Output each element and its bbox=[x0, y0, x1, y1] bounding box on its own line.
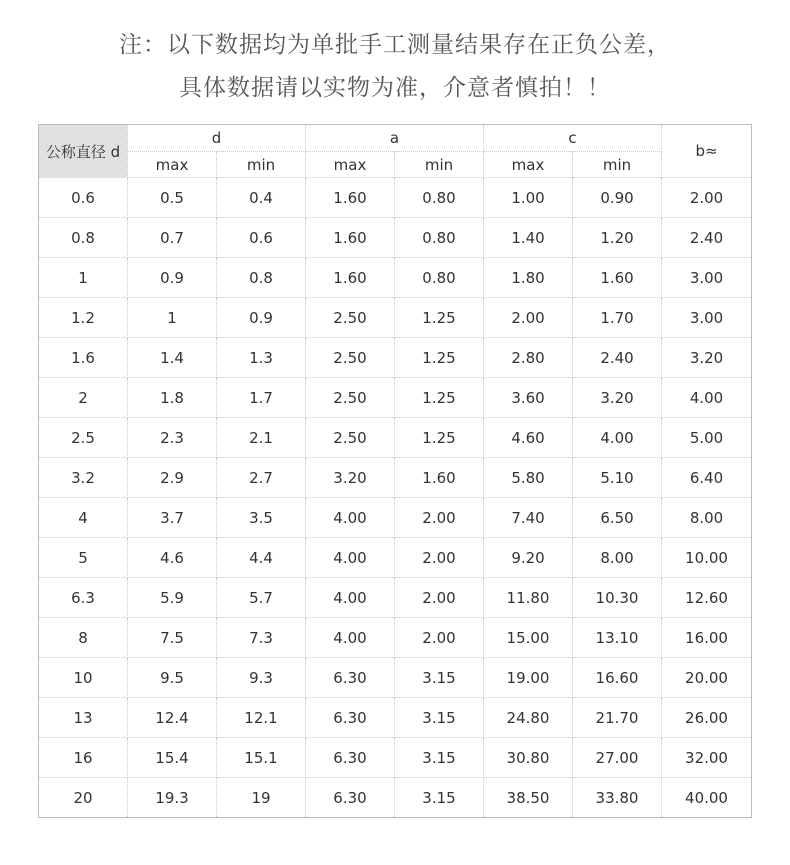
a-max-cell: 6.30 bbox=[306, 698, 395, 738]
b-approx-cell: 6.40 bbox=[662, 458, 752, 498]
nominal-diameter-cell: 20 bbox=[39, 778, 128, 818]
d-min-cell: 15.1 bbox=[217, 738, 306, 778]
c-max-cell: 7.40 bbox=[484, 498, 573, 538]
d-max-cell: 0.9 bbox=[128, 258, 217, 298]
b-approx-cell: 4.00 bbox=[662, 378, 752, 418]
dimension-spec-table bbox=[38, 124, 752, 818]
c-min-cell: 6.50 bbox=[573, 498, 662, 538]
table-row bbox=[39, 538, 752, 578]
a-max-cell: 2.50 bbox=[306, 418, 395, 458]
c-max-cell: 4.60 bbox=[484, 418, 573, 458]
c-max-cell: 9.20 bbox=[484, 538, 573, 578]
d-max-cell: 7.5 bbox=[128, 618, 217, 658]
c-min-cell: 13.10 bbox=[573, 618, 662, 658]
c-max-cell: 19.00 bbox=[484, 658, 573, 698]
table-row bbox=[39, 498, 752, 538]
c-min-cell: 5.10 bbox=[573, 458, 662, 498]
nominal-diameter-cell: 4 bbox=[39, 498, 128, 538]
d-max-cell: 3.7 bbox=[128, 498, 217, 538]
d-min-cell: 2.7 bbox=[217, 458, 306, 498]
d-min-cell: 19 bbox=[217, 778, 306, 818]
b-approx-cell: 26.00 bbox=[662, 698, 752, 738]
d-min-cell: 0.4 bbox=[217, 178, 306, 218]
d-min-cell: 1.7 bbox=[217, 378, 306, 418]
c-max-cell: 1.00 bbox=[484, 178, 573, 218]
table-row bbox=[39, 458, 752, 498]
a-max-cell: 1.60 bbox=[306, 258, 395, 298]
b-approx-cell: 16.00 bbox=[662, 618, 752, 658]
a-max-cell: 1.60 bbox=[306, 218, 395, 258]
c-min-cell: 4.00 bbox=[573, 418, 662, 458]
d-max-cell: 19.3 bbox=[128, 778, 217, 818]
d-min-header: min bbox=[217, 152, 306, 178]
a-max-cell: 2.50 bbox=[306, 338, 395, 378]
b-approx-cell: 20.00 bbox=[662, 658, 752, 698]
b-approx-cell: 32.00 bbox=[662, 738, 752, 778]
a-min-cell: 1.25 bbox=[395, 298, 484, 338]
d-max-cell: 12.4 bbox=[128, 698, 217, 738]
c-min-cell: 2.40 bbox=[573, 338, 662, 378]
c-min-header: min bbox=[573, 152, 662, 178]
a-min-cell: 1.25 bbox=[395, 378, 484, 418]
header-row-groups bbox=[39, 125, 752, 152]
table-row bbox=[39, 258, 752, 298]
d-min-cell: 7.3 bbox=[217, 618, 306, 658]
d-max-cell: 4.6 bbox=[128, 538, 217, 578]
c-max-cell: 38.50 bbox=[484, 778, 573, 818]
d-max-cell: 9.5 bbox=[128, 658, 217, 698]
c-min-cell: 8.00 bbox=[573, 538, 662, 578]
c-max-cell: 1.40 bbox=[484, 218, 573, 258]
a-max-header: max bbox=[306, 152, 395, 178]
c-max-cell: 5.80 bbox=[484, 458, 573, 498]
a-min-cell: 2.00 bbox=[395, 578, 484, 618]
table-row bbox=[39, 338, 752, 378]
a-max-cell: 6.30 bbox=[306, 658, 395, 698]
c-min-cell: 27.00 bbox=[573, 738, 662, 778]
d-min-cell: 0.9 bbox=[217, 298, 306, 338]
d-min-cell: 3.5 bbox=[217, 498, 306, 538]
nominal-diameter-cell: 8 bbox=[39, 618, 128, 658]
d-max-cell: 15.4 bbox=[128, 738, 217, 778]
a-max-cell: 2.50 bbox=[306, 298, 395, 338]
c-max-cell: 3.60 bbox=[484, 378, 573, 418]
nominal-diameter-cell: 10 bbox=[39, 658, 128, 698]
group-header-a: a bbox=[306, 125, 484, 152]
table-row bbox=[39, 418, 752, 458]
b-approx-cell: 3.20 bbox=[662, 338, 752, 378]
table-row bbox=[39, 178, 752, 218]
nominal-diameter-cell: 1.2 bbox=[39, 298, 128, 338]
d-min-cell: 0.8 bbox=[217, 258, 306, 298]
c-min-cell: 21.70 bbox=[573, 698, 662, 738]
a-min-cell: 3.15 bbox=[395, 778, 484, 818]
a-min-header: min bbox=[395, 152, 484, 178]
b-approx-cell: 12.60 bbox=[662, 578, 752, 618]
c-min-cell: 10.30 bbox=[573, 578, 662, 618]
table-row bbox=[39, 778, 752, 818]
c-min-cell: 33.80 bbox=[573, 778, 662, 818]
b-approx-cell: 8.00 bbox=[662, 498, 752, 538]
table-row bbox=[39, 658, 752, 698]
a-max-cell: 1.60 bbox=[306, 178, 395, 218]
a-max-cell: 2.50 bbox=[306, 378, 395, 418]
nominal-diameter-cell: 1.6 bbox=[39, 338, 128, 378]
c-max-cell: 2.00 bbox=[484, 298, 573, 338]
nominal-diameter-cell: 2.5 bbox=[39, 418, 128, 458]
a-max-cell: 3.20 bbox=[306, 458, 395, 498]
a-min-cell: 3.15 bbox=[395, 698, 484, 738]
nominal-diameter-header: 公称直径 d bbox=[39, 125, 128, 178]
c-max-cell: 24.80 bbox=[484, 698, 573, 738]
a-min-cell: 1.60 bbox=[395, 458, 484, 498]
tolerance-note-line-2: 具体数据请以实物为准，介意者慎拍！！ bbox=[179, 75, 611, 101]
c-max-cell: 2.80 bbox=[484, 338, 573, 378]
a-max-cell: 6.30 bbox=[306, 738, 395, 778]
d-min-cell: 0.6 bbox=[217, 218, 306, 258]
table-row bbox=[39, 738, 752, 778]
c-min-cell: 3.20 bbox=[573, 378, 662, 418]
a-min-cell: 0.80 bbox=[395, 258, 484, 298]
d-max-cell: 2.9 bbox=[128, 458, 217, 498]
b-approx-cell: 2.40 bbox=[662, 218, 752, 258]
nominal-diameter-cell: 5 bbox=[39, 538, 128, 578]
nominal-diameter-cell: 2 bbox=[39, 378, 128, 418]
c-max-cell: 11.80 bbox=[484, 578, 573, 618]
a-min-cell: 1.25 bbox=[395, 338, 484, 378]
table-row bbox=[39, 698, 752, 738]
b-approx-cell: 5.00 bbox=[662, 418, 752, 458]
a-min-cell: 2.00 bbox=[395, 538, 484, 578]
nominal-diameter-cell: 1 bbox=[39, 258, 128, 298]
table-body bbox=[39, 178, 752, 818]
c-max-header: max bbox=[484, 152, 573, 178]
a-max-cell: 4.00 bbox=[306, 618, 395, 658]
c-max-cell: 15.00 bbox=[484, 618, 573, 658]
d-max-cell: 5.9 bbox=[128, 578, 217, 618]
b-approx-header: b≈ bbox=[662, 125, 752, 178]
nominal-diameter-cell: 6.3 bbox=[39, 578, 128, 618]
a-min-cell: 3.15 bbox=[395, 658, 484, 698]
group-header-d: d bbox=[128, 125, 306, 152]
d-max-cell: 0.5 bbox=[128, 178, 217, 218]
c-min-cell: 1.60 bbox=[573, 258, 662, 298]
c-max-cell: 30.80 bbox=[484, 738, 573, 778]
table-row bbox=[39, 378, 752, 418]
tolerance-note-line-1: 注：以下数据均为单批手工测量结果存在正负公差， bbox=[119, 32, 671, 58]
d-min-cell: 12.1 bbox=[217, 698, 306, 738]
c-min-cell: 0.90 bbox=[573, 178, 662, 218]
a-max-cell: 4.00 bbox=[306, 578, 395, 618]
d-max-cell: 1.8 bbox=[128, 378, 217, 418]
group-header-c: c bbox=[484, 125, 662, 152]
b-approx-cell: 10.00 bbox=[662, 538, 752, 578]
c-max-cell: 1.80 bbox=[484, 258, 573, 298]
b-approx-cell: 3.00 bbox=[662, 258, 752, 298]
b-approx-cell: 3.00 bbox=[662, 298, 752, 338]
c-min-cell: 1.70 bbox=[573, 298, 662, 338]
table-row bbox=[39, 578, 752, 618]
nominal-diameter-cell: 0.8 bbox=[39, 218, 128, 258]
d-min-cell: 1.3 bbox=[217, 338, 306, 378]
a-max-cell: 4.00 bbox=[306, 498, 395, 538]
a-min-cell: 2.00 bbox=[395, 618, 484, 658]
nominal-diameter-cell: 16 bbox=[39, 738, 128, 778]
d-min-cell: 2.1 bbox=[217, 418, 306, 458]
b-approx-cell: 2.00 bbox=[662, 178, 752, 218]
d-max-cell: 1 bbox=[128, 298, 217, 338]
a-min-cell: 3.15 bbox=[395, 738, 484, 778]
a-max-cell: 4.00 bbox=[306, 538, 395, 578]
nominal-diameter-cell: 0.6 bbox=[39, 178, 128, 218]
d-min-cell: 4.4 bbox=[217, 538, 306, 578]
nominal-diameter-cell: 13 bbox=[39, 698, 128, 738]
nominal-diameter-cell: 3.2 bbox=[39, 458, 128, 498]
c-min-cell: 1.20 bbox=[573, 218, 662, 258]
table-row bbox=[39, 618, 752, 658]
a-min-cell: 0.80 bbox=[395, 218, 484, 258]
a-max-cell: 6.30 bbox=[306, 778, 395, 818]
d-min-cell: 9.3 bbox=[217, 658, 306, 698]
d-max-cell: 0.7 bbox=[128, 218, 217, 258]
table-row bbox=[39, 218, 752, 258]
d-max-cell: 2.3 bbox=[128, 418, 217, 458]
d-max-header: max bbox=[128, 152, 217, 178]
header-row-subheaders bbox=[39, 152, 752, 178]
a-min-cell: 1.25 bbox=[395, 418, 484, 458]
d-max-cell: 1.4 bbox=[128, 338, 217, 378]
d-min-cell: 5.7 bbox=[217, 578, 306, 618]
a-min-cell: 2.00 bbox=[395, 498, 484, 538]
table-row bbox=[39, 298, 752, 338]
a-min-cell: 0.80 bbox=[395, 178, 484, 218]
b-approx-cell: 40.00 bbox=[662, 778, 752, 818]
c-min-cell: 16.60 bbox=[573, 658, 662, 698]
